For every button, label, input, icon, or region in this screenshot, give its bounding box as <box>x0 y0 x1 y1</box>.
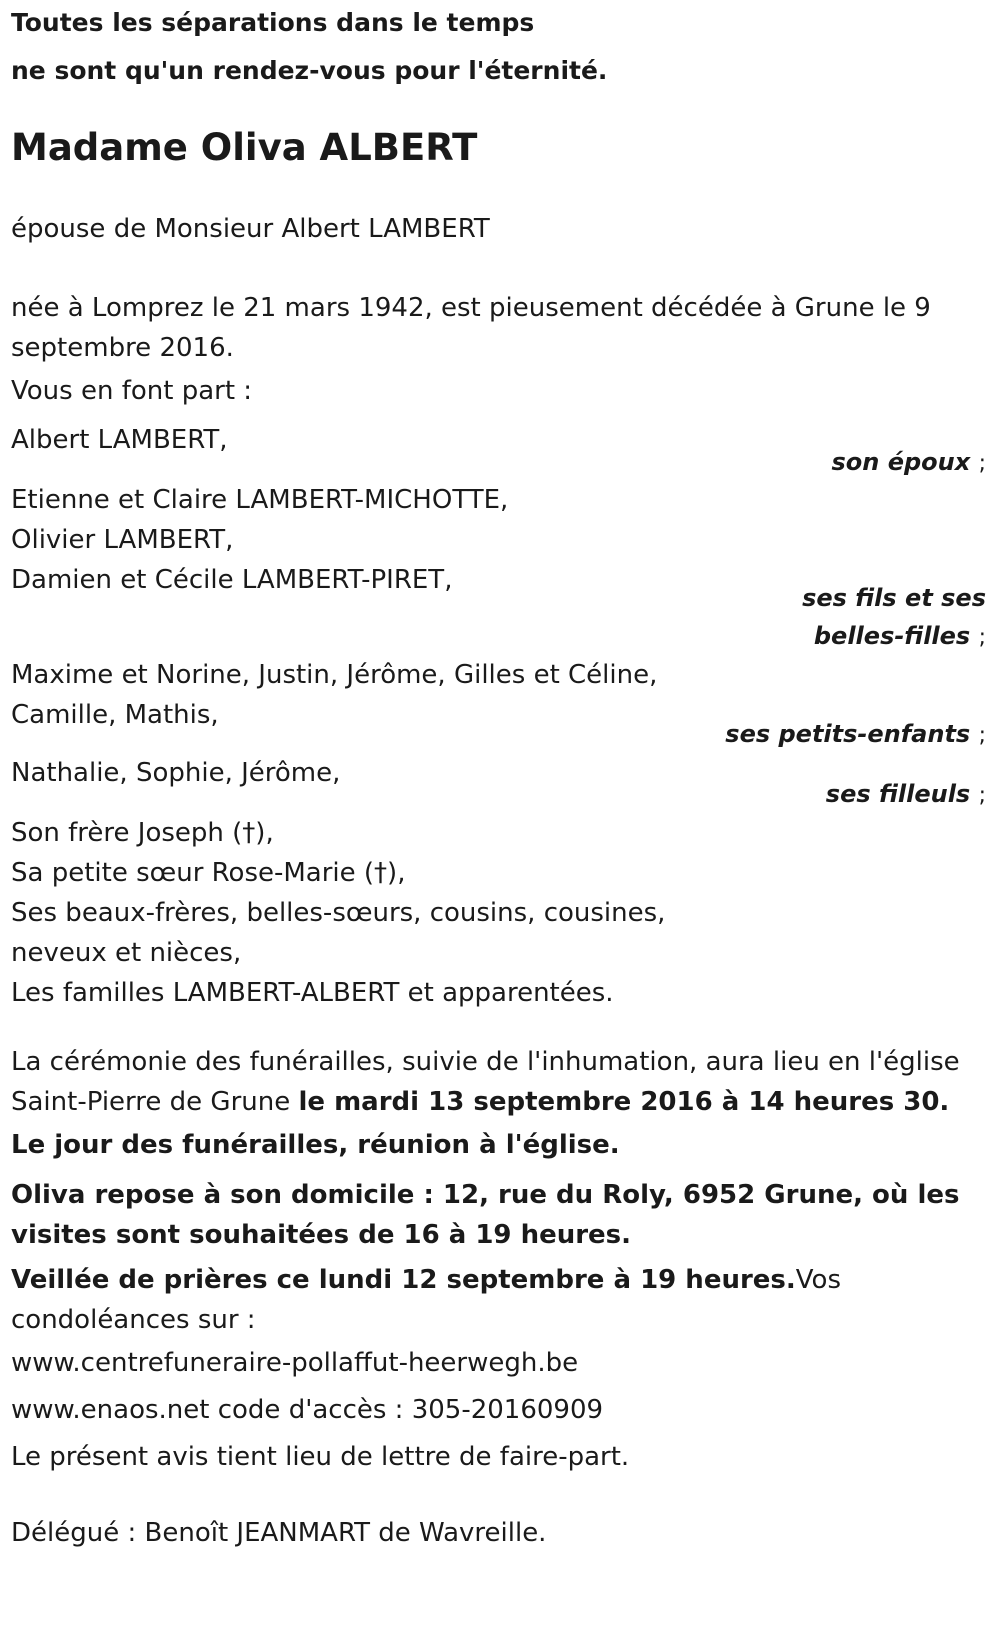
motto-line-1: Toutes les séparations dans le temps <box>11 8 535 37</box>
vigil-text <box>11 1260 986 1340</box>
family-name-line: Son frère Joseph (†), <box>11 818 274 848</box>
godchildren-names <box>11 753 340 793</box>
other-family <box>11 813 665 1013</box>
intro-text: Vous en font part : <box>11 376 253 406</box>
ceremony-datetime: le mardi 13 septembre 2016 à 14 heures 30. <box>298 1087 950 1117</box>
website-link-2[interactable]: www.enaos.net code d'accès : 305-20160909 <box>11 1395 604 1425</box>
birth-death-text: née à Lomprez le 21 mars 1942, est pieusement décédée à Grune le 9 septembre 2016. <box>11 293 931 363</box>
website-link-1[interactable]: www.centrefuneraire-pollaffut-heerwegh.be <box>11 1348 579 1378</box>
family-name-line: Maxime et Norine, Justin, Jérôme, Gilles et Céline, <box>11 660 658 690</box>
family-name-line: Etienne et Claire LAMBERT-MICHOTTE, <box>11 485 509 515</box>
meeting-text: Le jour des funérailles, réunion à l'église. <box>11 1130 620 1160</box>
spouse-names <box>11 420 228 460</box>
ceremony-text <box>11 1042 986 1122</box>
relation-separator: ; <box>978 723 986 748</box>
condolences-text: Vos condoléances sur : <box>11 1265 842 1335</box>
relation-separator: ; <box>978 783 986 808</box>
relation-godchildren <box>826 780 986 808</box>
family-name-line: Ses beaux-frères, belles-sœurs, cousins, cousines, <box>11 898 666 928</box>
ceremony-location: La cérémonie des funérailles, suivie de l'inhumation, aura lieu en l'église Saint-Pierre de Grune <box>11 1047 960 1117</box>
relation-grandchildren <box>725 720 986 748</box>
vigil-datetime: Veillée de prières ce lundi 12 septembre à 19 heures. <box>11 1265 796 1295</box>
delegate-text: Délégué : Benoît JEANMART de Wavreille. <box>11 1518 547 1548</box>
relation-label: ses petits-enfants <box>725 720 971 748</box>
deceased-name: Madame Oliva ALBERT <box>11 126 478 169</box>
relation-spouse <box>831 448 986 476</box>
family-name-line: neveux et nièces, <box>11 938 242 968</box>
motto-line-2: ne sont qu'un rendez-vous pour l'éternité. <box>11 56 608 85</box>
relation-separator: ; <box>978 625 986 650</box>
notice-text: Le présent avis tient lieu de lettre de faire-part. <box>11 1442 630 1472</box>
relation-label: son époux <box>831 448 971 476</box>
grandchildren-names <box>11 655 657 735</box>
children-names <box>11 480 508 600</box>
family-name-line: Sa petite sœur Rose-Marie (†), <box>11 858 406 888</box>
relation-label: belles-filles <box>813 622 971 650</box>
relation-children-line-1: ses fils et ses <box>802 584 986 612</box>
family-name-line: Damien et Cécile LAMBERT-PIRET, <box>11 565 453 595</box>
spouse-line: épouse de Monsieur Albert LAMBERT <box>11 214 490 244</box>
family-name-line: Les familles LAMBERT-ALBERT et apparentées. <box>11 978 614 1008</box>
relation-separator: ; <box>978 451 986 476</box>
relation-label: ses filleuls <box>825 780 971 808</box>
rest-text: Oliva repose à son domicile : 12, rue du Roly, 6952 Grune, où les visites sont souhaitées de 16 à 19 heures. <box>11 1180 960 1250</box>
family-name-line: Camille, Mathis, <box>11 700 219 730</box>
relation-children-line-2 <box>814 622 986 650</box>
family-name-line: Nathalie, Sophie, Jérôme, <box>11 758 341 788</box>
family-name-line: Olivier LAMBERT, <box>11 525 234 555</box>
family-name-line: Albert LAMBERT, <box>11 425 228 455</box>
